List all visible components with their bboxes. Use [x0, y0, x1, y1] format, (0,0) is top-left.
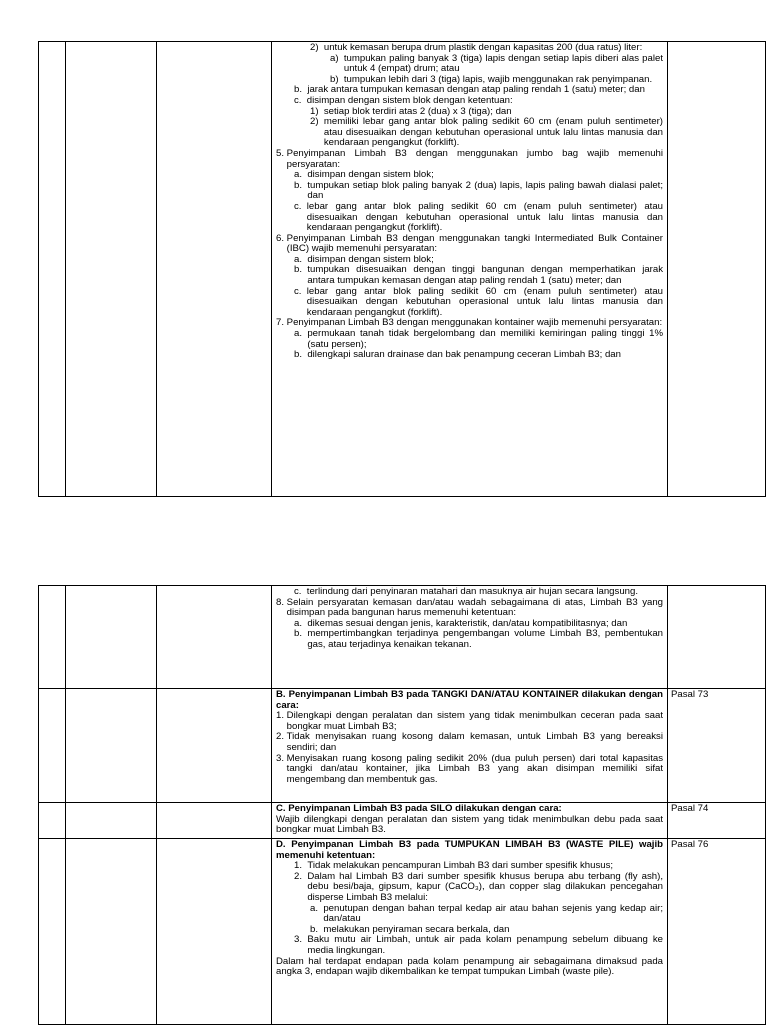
list-marker: 3. [276, 752, 287, 764]
list-text: jarak antara tumpukan kemasan dengan atap paling rendah 1 (satu) meter; dan [307, 84, 645, 96]
list-marker: 8. [276, 596, 287, 608]
list-item [276, 181, 663, 202]
list-text: disimpan dengan sistem blok; [307, 169, 434, 181]
list-marker: 3. [294, 934, 308, 946]
list-item [276, 350, 663, 361]
regulation-table-lower [38, 585, 766, 1025]
list-text: Dalam hal Limbah B3 dari sumber spesifik khusus berupa abu terbang (fly ash), debu besi/baja, gipsum, kapur (CaCO₃), dan copper slag dilakukan pencegahan disperse Limbah B3 melalui: [307, 870, 663, 903]
table-row [39, 839, 766, 1025]
list-marker: c. [294, 200, 307, 212]
list-text: Tidak melakukan pencampuran Limbah B3 dari sumber spesifik khusus; [307, 860, 614, 872]
list-marker: 2. [276, 731, 287, 743]
list-text: disimpan dengan sistem blok dengan ketentuan: [306, 94, 513, 106]
list-text: Penyimpanan Limbah B3 dengan menggunakan jumbo bag wajib memenuhi persyaratan: [286, 147, 663, 170]
column-2-cell [66, 839, 157, 1025]
section-d-items [276, 861, 663, 956]
column-2-cell [66, 586, 157, 689]
list-item [276, 265, 663, 286]
list-marker: a. [294, 169, 308, 181]
list-marker: 7. [276, 317, 287, 329]
section-d-closing: Dalam hal terdapat endapan pada kolam penampung air sebagaimana dimaksud pada angka 3, endapan wajib dikembalikan ke tempat tumpukan Limbah (waste pile). [276, 955, 663, 978]
table-row [39, 586, 766, 689]
table-row [39, 42, 766, 497]
list-text: memiliki lebar gang antar blok paling sedikit 60 cm (enam puluh sentimeter) atau disesuaikan dengan kebutuhan operasional untuk lalu lintas manusia dan kendaraan pengangkut (forklift). [323, 116, 663, 149]
list-text: penutupan dengan bahan terpal kedap air atau bahan sejenis yang kedap air; dan/atau [323, 902, 663, 925]
list-text: disimpan dengan sistem blok; [307, 253, 434, 265]
list-marker: c. [294, 586, 307, 597]
list-item [276, 149, 663, 170]
column-3-cell [157, 803, 272, 839]
requirements-cell [272, 803, 668, 839]
list-marker: b. [294, 179, 308, 191]
table-row [39, 803, 766, 839]
requirements-text [272, 586, 667, 651]
list-item [276, 96, 663, 107]
section-b-items [276, 711, 663, 785]
list-marker: 2) [310, 42, 324, 53]
requirements-cell [272, 839, 668, 1025]
list-item [276, 904, 663, 925]
article-reference-cell [668, 586, 766, 689]
section-d-heading: D. Penyimpanan Limbah B3 pada TUMPUKAN LIMBAH B3 (WASTE PILE) wajib memenuhi ketentuan: [276, 839, 663, 861]
list-text: untuk kemasan berupa drum plastik dengan kapasitas 200 (dua ratus) liter: [323, 42, 643, 53]
list-marker: b. [294, 349, 308, 361]
requirements-cell [272, 689, 668, 803]
number-cell [39, 689, 66, 803]
list-text: Selain persyaratan kemasan dan/atau wadah sebagaimana di atas, Limbah B3 yang disimpan pada bangunan harus memenuhi ketentuan: [286, 596, 663, 619]
list-marker: 1. [276, 710, 287, 722]
list-item [276, 629, 663, 650]
article-reference-cell [668, 803, 766, 839]
column-2-cell [66, 803, 157, 839]
list-text: Dilengkapi dengan peralatan dan sistem yang tidak menimbulkan ceceran pada saat bongkar muat Limbah B3; [286, 710, 663, 732]
list-item [276, 54, 663, 75]
list-text: dilengkapi saluran drainase dan bak penampung ceceran Limbah B3; dan [307, 349, 621, 361]
article-reference: Pasal 74 [671, 803, 709, 814]
list-marker: b. [294, 628, 308, 640]
list-marker: b. [310, 923, 324, 935]
article-reference-cell [668, 839, 766, 1025]
article-reference: Pasal 76 [671, 839, 709, 850]
list-marker: 1. [294, 860, 308, 872]
list-marker: a. [294, 253, 308, 265]
list-marker: 1) [310, 105, 324, 117]
list-text: Menyisakan ruang kosong paling sedikit 20% (dua puluh persen) dari total kapasitas tangki dan/atau kontainer, jika Limbah B3 yang akan disimpan memiliki sifat mengembang dan membentuk gas. [286, 752, 663, 785]
column-3-cell [157, 42, 272, 497]
list-text: Penyimpanan Limbah B3 dengan menggunakan tangki Intermediated Bulk Container (IBC) wajib memenuhi persyaratan: [286, 232, 663, 255]
section-c-heading: C. Penyimpanan Limbah B3 pada SILO dilakukan dengan cara: [276, 803, 562, 814]
list-text: setiap blok terdiri atas 2 (dua) x 3 (tiga); dan [323, 105, 512, 117]
requirements-cell [272, 42, 668, 497]
list-text: Penyimpanan Limbah B3 dengan menggunakan kontainer wajib memenuhi persyaratan: [286, 317, 663, 329]
list-marker: 6. [276, 232, 287, 244]
column-3-cell [157, 839, 272, 1025]
list-item [276, 287, 663, 319]
section-c-text: Wajib dilengkapi dengan peralatan dan sistem yang tidak menimbulkan debu pada saat bongkar muat Limbah B3. [276, 813, 663, 836]
list-item [276, 117, 663, 149]
article-reference: Pasal 73 [671, 689, 709, 700]
column-3-cell [157, 586, 272, 689]
list-text: lebar gang antar blok paling sedikit 60 cm (enam puluh sentimeter) atau disesuaikan dengan kebutuhan operasional untuk lalu lintas manusia dan kendaraan pengangkut (forklift). [306, 285, 663, 318]
list-text: dikemas sesuai dengan jenis, karakteristik, dan/atau kompatibilitasnya; dan [307, 617, 628, 629]
section-b-heading: B. Penyimpanan Limbah B3 pada TANGKI DAN/ATAU KONTAINER dilakukan dengan cara: [276, 689, 663, 711]
list-marker: a) [330, 52, 344, 64]
list-item [276, 587, 663, 598]
list-item [276, 732, 663, 753]
number-cell [39, 803, 66, 839]
list-marker: 2) [310, 116, 324, 128]
list-text: permukaan tanah tidak bergelombang dan memiliki kemiringan paling tinggi 1% (satu persen); [307, 328, 663, 350]
requirements-text [272, 42, 667, 361]
requirements-cell [272, 586, 668, 689]
list-marker: a. [310, 902, 324, 914]
list-item [276, 711, 663, 732]
list-item [276, 872, 663, 904]
article-reference-cell [668, 689, 766, 803]
list-item [276, 754, 663, 786]
column-2-cell [66, 42, 157, 497]
list-text: tumpukan paling banyak 3 (tiga) lapis dengan setiap lapis diberi alas palet untuk 4 (empat) drum; atau [343, 52, 663, 75]
number-cell [39, 839, 66, 1025]
column-3-cell [157, 689, 272, 803]
list-text: mempertimbangkan terjadinya pengembangan volume Limbah B3, pembentukan gas, atau terjadinya kenaikan tekanan. [307, 628, 663, 650]
list-text: Tidak menyisakan ruang kosong dalam kemasan, untuk Limbah B3 yang bereaksi sendiri; dan [286, 731, 663, 753]
list-marker: b. [294, 84, 308, 96]
list-text: tumpukan setiap blok paling banyak 2 (dua) lapis, lapis paling bawah dialasi palet; dan [307, 179, 663, 202]
list-text: terlindung dari penyinaran matahari dan masuknya air hujan secara langsung. [306, 586, 638, 597]
list-marker: b. [294, 264, 308, 276]
number-cell [39, 586, 66, 689]
list-marker: a. [294, 617, 308, 629]
number-cell [39, 42, 66, 497]
column-2-cell [66, 689, 157, 803]
list-marker: c. [294, 285, 307, 297]
list-marker: a. [294, 328, 308, 340]
article-reference-cell [668, 42, 766, 497]
list-item [276, 202, 663, 234]
list-item [276, 43, 663, 54]
list-item [276, 598, 663, 619]
list-item [276, 935, 663, 956]
list-item [276, 234, 663, 255]
list-text: tumpukan disesuaikan dengan tinggi bangunan dengan memperhatikan jarak antara tumpukan kemasan dengan atap paling rendah 1 (satu) meter; dan [307, 264, 663, 287]
regulation-table-upper [38, 41, 766, 497]
table-row [39, 689, 766, 803]
list-marker: c. [294, 94, 307, 106]
list-marker: b) [330, 73, 344, 85]
list-text: tumpukan lebih dari 3 (tiga) lapis, wajib menggunakan rak penyimpanan. [343, 73, 653, 85]
list-marker: 2. [294, 870, 308, 882]
list-item [276, 329, 663, 350]
list-text: melakukan penyiraman secara berkala, dan [323, 923, 510, 935]
list-text: lebar gang antar blok paling sedikit 60 cm (enam puluh sentimeter) atau disesuaikan dengan kebutuhan operasional untuk lalu lintas manusia dan kendaraan pengangkut (forklift). [306, 200, 663, 234]
list-text: Baku mutu air Limbah, untuk air pada kolam penampung sebelum dibuang ke media lingkungan. [307, 934, 663, 956]
list-marker: 5. [276, 147, 287, 159]
